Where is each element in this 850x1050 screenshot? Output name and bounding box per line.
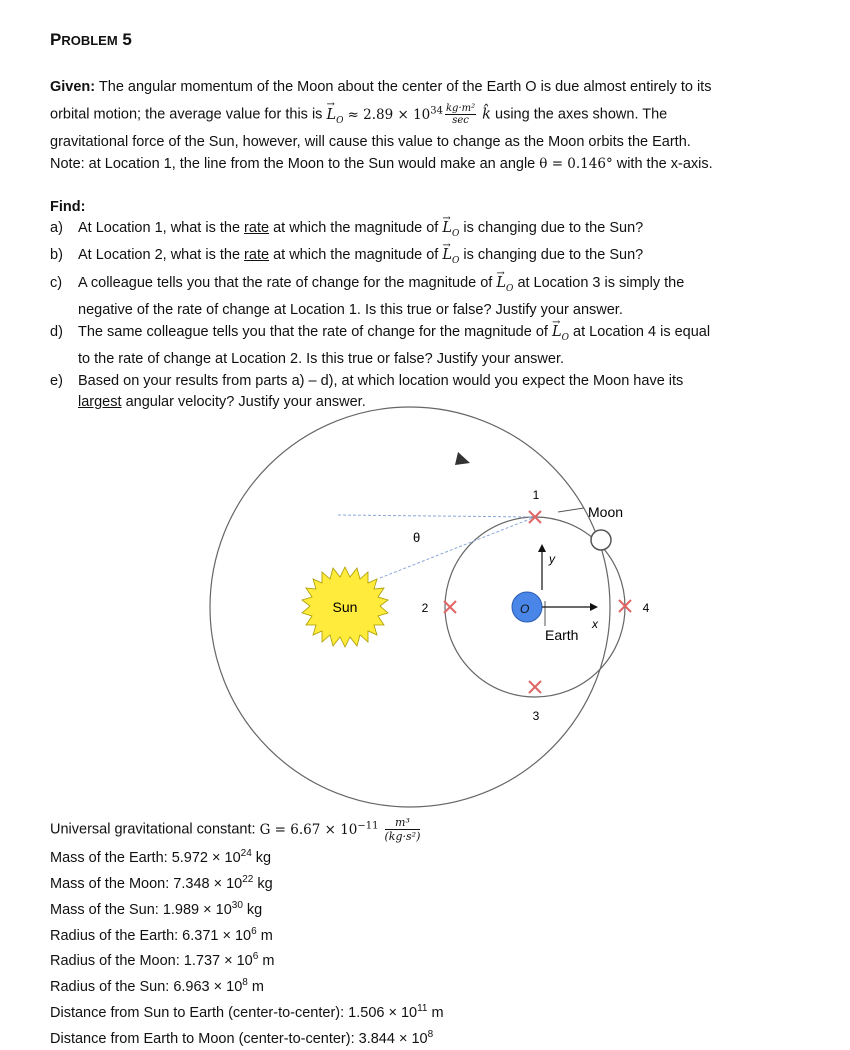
x-axis-label: x (592, 617, 598, 631)
y-axis-label: y (549, 552, 555, 566)
location-4-label: 4 (642, 601, 650, 615)
find-item-e: e) Based on your results from parts a) – d), at which location would you expect the Moon have its largest angular velocity? Justify your answer. (50, 372, 684, 411)
moon-label-tick (558, 508, 584, 512)
given-line-3: gravitational force of the Sun, however, will cause this value to change as the Moon orbits the Earth. (50, 134, 691, 151)
gravitational-constant: Universal gravitational constant: $G = 6.67 \times 10^{-11}$ $\frac{\text{m³}}{\text{(kg·s²)}}$ (50, 816, 421, 844)
find-item-a: a) At Location 1, what is the rate at which the magnitude of → $L_O$ is changing due to the Sun? (50, 218, 710, 245)
angular-momentum-unit: $\frac{\text{kg·m²}}{\sec}$ (446, 103, 476, 127)
given-line-2: orbital motion; the average value for this is → $L_O \approx 2.89 \times 10^{34}$ $\frac{\text{kg·m²}}{\sec}$ k̂ using the axes shown. The (50, 100, 713, 131)
given-line-1: Given: The angular momentum of the Moon about the center of the Earth O is due almost entirely to its (50, 79, 712, 95)
given-section (50, 76, 713, 175)
constant-row: Distance from Earth to Moon (center-to-center): $3.844 \times 10^8$ (50, 1028, 434, 1047)
find-item-d: d) The same colleague tells you that the rate of change for the magnitude of → $L_O$ at Location 4 is equal to the rate of change at Location 2. Is this true or false? Justify your answer. (50, 322, 710, 371)
find-section (50, 196, 710, 414)
moon-label: Moon (588, 504, 624, 520)
location-2-marker (444, 601, 456, 613)
x-axis-arrow-icon (590, 603, 598, 611)
y-axis-arrow-icon (538, 544, 546, 552)
orbit-diagram (0, 400, 850, 820)
earth-label: Earth (545, 627, 579, 643)
constant-row: Radius of the Earth: $6.371 \times 10^6$ m (50, 925, 273, 944)
location-2-label: 2 (421, 601, 429, 615)
origin-label: O (520, 602, 530, 616)
orbit-direction-arrow (455, 452, 470, 465)
constant-row: Mass of the Earth: $5.972 \times 10^{24}$ kg (50, 848, 272, 866)
moon-icon (591, 530, 611, 550)
constant-row: Mass of the Moon: $7.348 \times 10^{22}$ kg (50, 874, 273, 892)
find-list (50, 218, 710, 414)
given-line-4: Note: at Location 1, the line from the Moon to the Sun would make an angle θ = 0.146° with the x-axis. (50, 156, 713, 173)
constants-section (50, 813, 444, 1050)
x-reference-line (338, 515, 535, 517)
theta-label: θ (413, 530, 421, 545)
problem-title: PROBLEM 5 (50, 30, 132, 49)
location-3-label: 3 (532, 709, 540, 723)
find-item-b: b) At Location 2, what is the rate at which the magnitude of → $L_O$ is changing due to the Sun? (50, 245, 710, 272)
constant-row: Mass of the Sun: $1.989 \times 10^{30}$ kg (50, 899, 263, 918)
constant-row: Radius of the Sun: $6.963 \times 10^8$ m (50, 977, 264, 996)
find-label: Find: (50, 199, 86, 215)
moon-sun-line (380, 517, 535, 578)
find-item-c: c) A colleague tells you that the rate of change for the magnitude of → $L_O$ at Location 3 is simply the negative of the rate of change at Location 1. Is this true or false? Justify your answer. (50, 273, 710, 322)
constant-row: Distance from Sun to Earth (center-to-center): $1.506 \times 10^{11}$ m (50, 1003, 444, 1021)
constant-row: Radius of the Moon: $1.737 \times 10^6$ m (50, 951, 275, 970)
sun-label: Sun (332, 599, 358, 615)
location-1-label: 1 (532, 488, 540, 502)
location-3-marker (529, 681, 541, 693)
